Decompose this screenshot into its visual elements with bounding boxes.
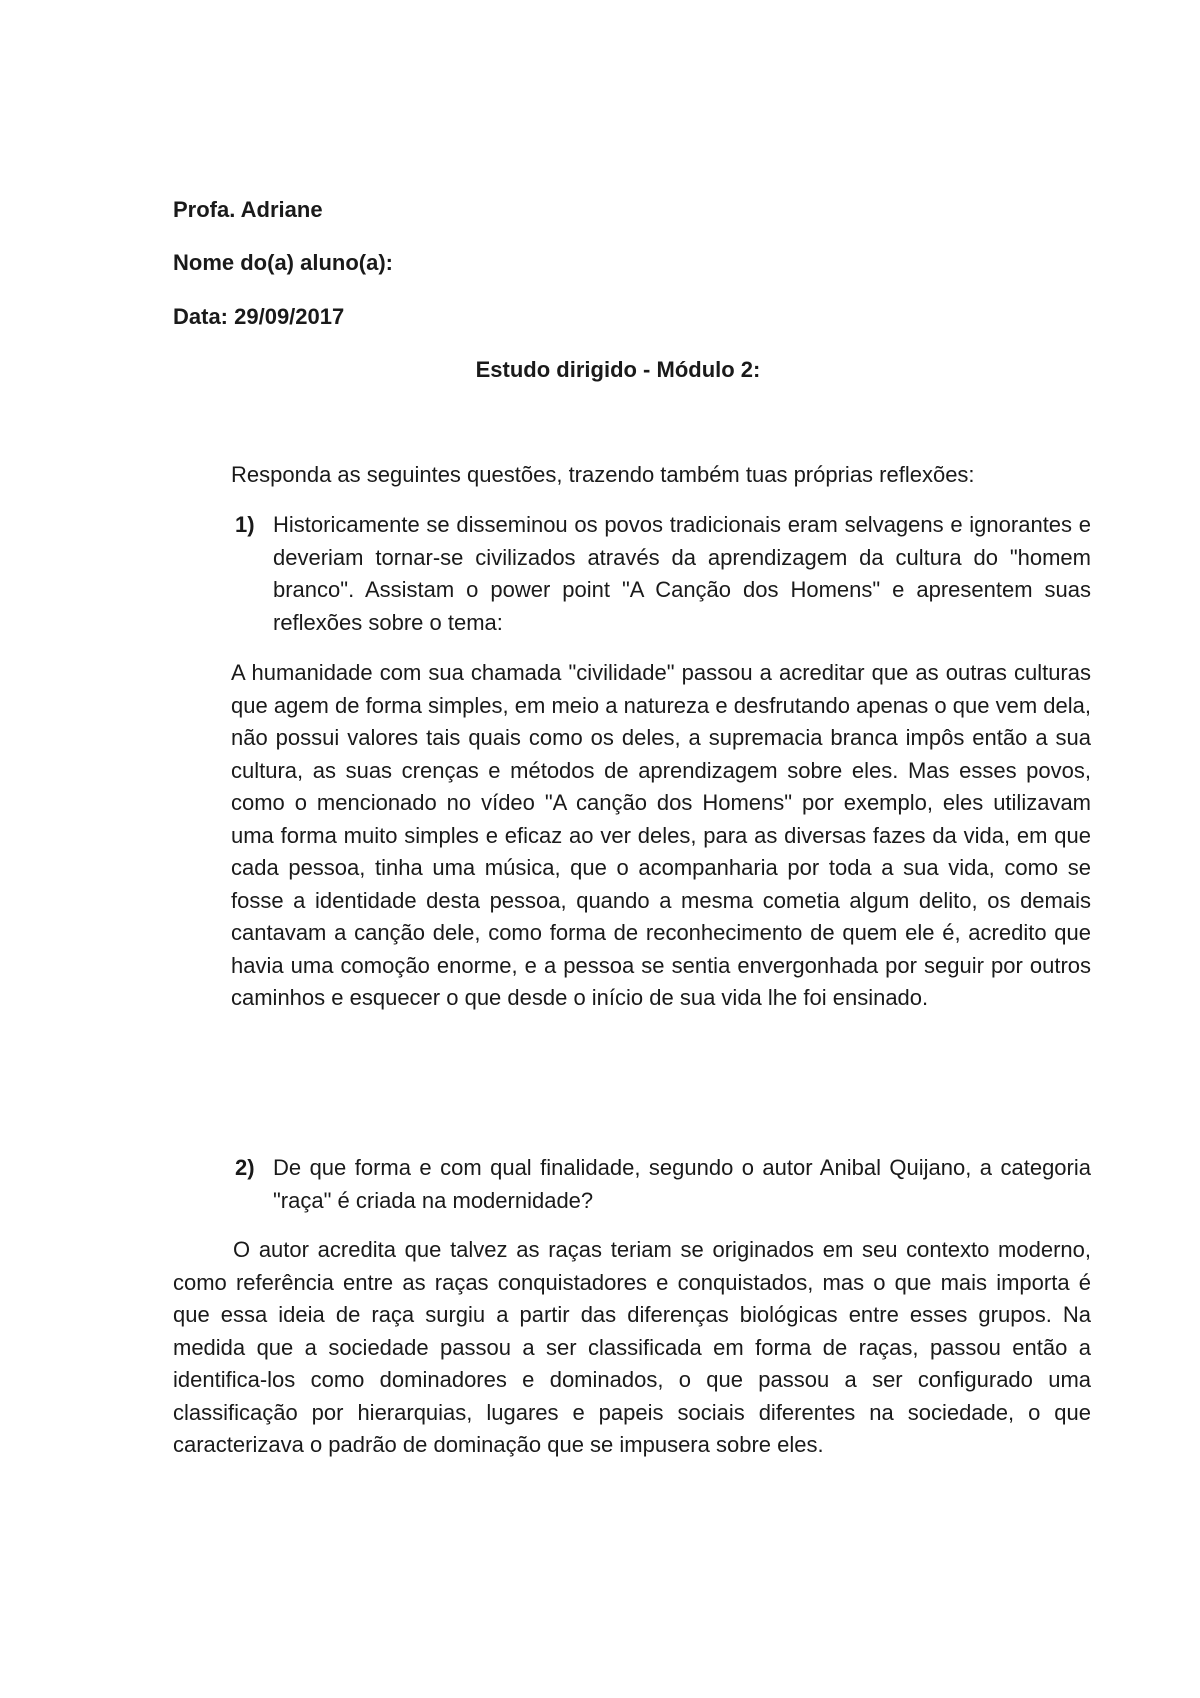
question-text: Historicamente se disseminou os povos tradicionais eram selvagens e ignorantes e deveriam tornar-se civilizados através da aprendizagem da cultura do "homem branco". Assistam o power point "A Canção dos Homens" e apresentem suas reflexões sobre o tema:: [273, 512, 1091, 635]
date-label: Data: 29/09/2017: [173, 304, 345, 329]
question-number: 1): [235, 512, 255, 537]
student-name-label: Nome do(a) aluno(a):: [173, 250, 393, 275]
question-number: 2): [235, 1155, 255, 1180]
question-1: [231, 509, 1091, 639]
instructions: Responda as seguintes questões, trazendo também tuas próprias reflexões:: [231, 462, 975, 487]
answer-2: O autor acredita que talvez as raças teriam se originados em seu contexto moderno, como referência entre as raças conquistadores e conquistados, mas o que mais importa é que essa ideia de raça surgiu a partir das diferenças biológicas entre esses grupos. Na medida que a sociedade passou a ser classificada em forma de raças, passou então a identifica-los como dominadores e dominados, o que passou a ser configurado uma classificação por hierarquias, lugares e papeis sociais diferentes na sociedade, o que caracterizava o padrão de dominação que se impusera sobre eles.: [173, 1237, 1091, 1457]
document-title: Estudo dirigido - Módulo 2:: [475, 357, 761, 382]
teacher-name: Profa. Adriane: [173, 197, 323, 222]
question-text: De que forma e com qual finalidade, segundo o autor Anibal Quijano, a categoria "raça" é criada na modernidade?: [273, 1155, 1091, 1213]
question-2: [231, 1152, 1091, 1217]
answer-1: A humanidade com sua chamada "civilidade" passou a acreditar que as outras culturas que agem de forma simples, em meio a natureza e desfrutando apenas o que vem dela, não possui valores tais quais como os deles, a supremacia branca impôs então a sua cultura, as suas crenças e métodos de aprendizagem sobre eles. Mas esses povos, como o mencionado no vídeo "A canção dos Homens" por exemplo, eles utilizavam uma forma muito simples e eficaz ao ver deles, para as diversas fazes da vida, em que cada pessoa, tinha uma música, que o acompanharia por toda a sua vida, como se fosse a identidade desta pessoa, quando a mesma cometia algum delito, os demais cantavam a canção dele, como forma de reconhecimento de quem ele é, acredito que havia uma comoção enorme, e a pessoa se sentia envergonhada por seguir por outros caminhos e esquecer o que desde o início de sua vida lhe foi ensinado.: [231, 660, 1091, 1010]
